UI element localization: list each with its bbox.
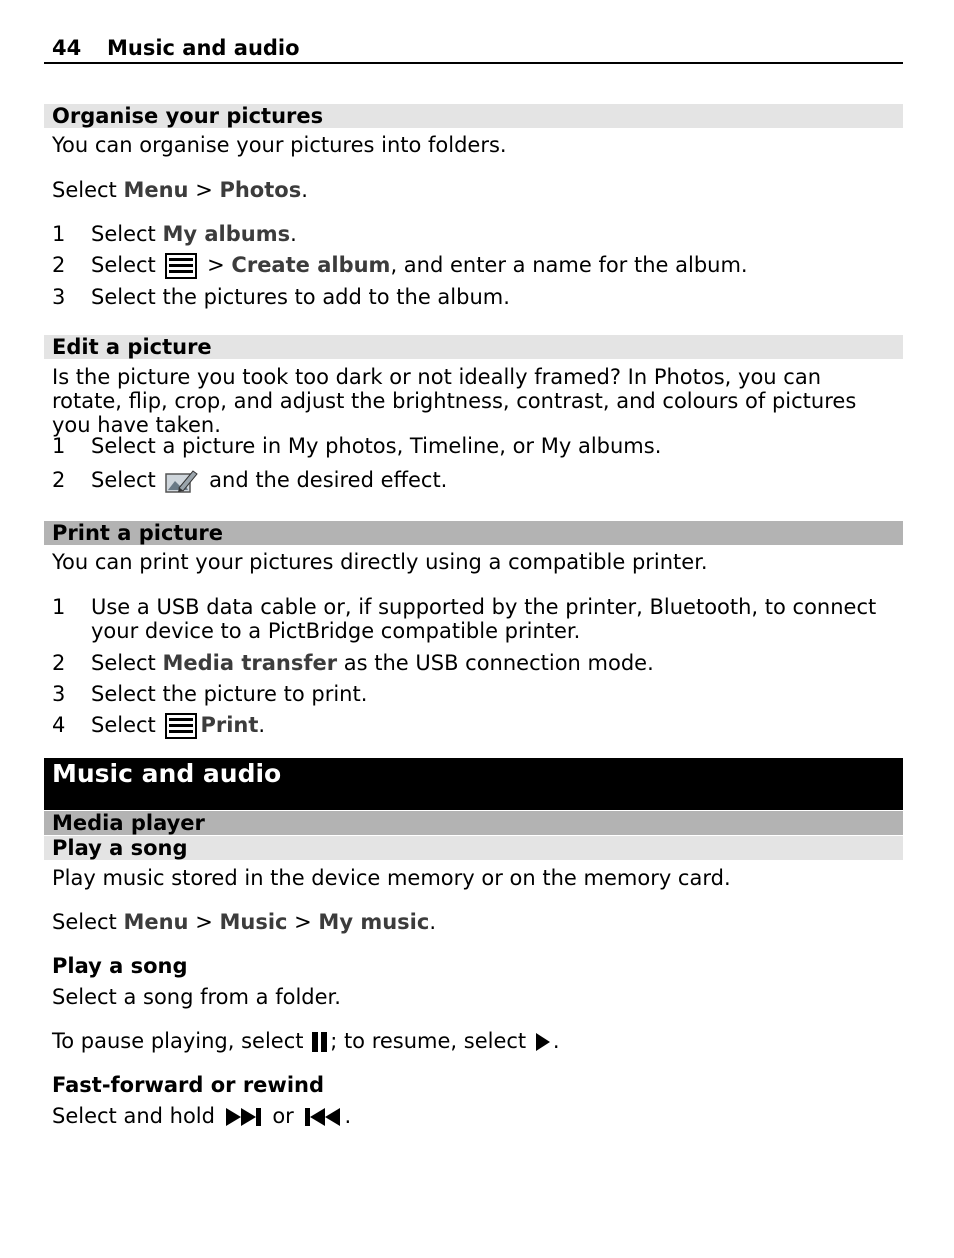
step-number: 1 [52,434,66,458]
step-number: 3 [52,682,66,706]
step-number: 3 [52,285,66,309]
print-step-3: Select the picture to print. [91,682,368,706]
fast-forward-icon [225,1107,263,1127]
print-step-4: Select Print. [91,713,266,737]
play-song-title: Play a song [52,954,188,978]
organise-step-2: Select > Create album, and enter a name for the album. [91,253,748,277]
options-menu-icon [165,253,197,279]
print-step-2: Select Media transfer as the USB connection mode. [91,651,654,675]
section-heading-media-player: Media player [44,811,903,835]
step-number: 2 [52,253,66,277]
edit-intro: Is the picture you took too dark or not ideally framed? In Photos, you can rotate, flip, crop, and adjust the brightness, contrast, and colours of pictures you have taken. [52,365,857,437]
step-number: 2 [52,651,66,675]
edit-picture-icon [165,468,199,494]
fast-forward-text: Select and hold or . [52,1104,352,1128]
media-menu-path: Select Menu > Music > My music. [52,910,436,934]
print-step-1: Use a USB data cable or, if supported by the printer, Bluetooth, to connect your device to a PictBridge compatible printer. [91,595,877,643]
organise-step-1: Select My albums. [91,222,297,246]
play-icon [534,1031,552,1053]
page-number: 44 [52,36,82,60]
organise-intro: You can organise your pictures into folders. [52,133,507,157]
options-menu-icon [165,713,197,739]
section-heading-edit: Edit a picture [44,335,903,359]
organise-step-3: Select the pictures to add to the album. [91,285,510,309]
step-number: 1 [52,222,66,246]
step-number: 4 [52,713,66,737]
photos-link: Photos [219,178,302,202]
section-heading-print: Print a picture [44,521,903,545]
media-intro: Play music stored in the device memory or on the memory card. [52,866,731,890]
pause-icon [311,1031,329,1053]
step-number: 1 [52,595,66,619]
chapter-heading: Music and audio [44,758,903,810]
print-intro: You can print your pictures directly using a compatible printer. [52,550,708,574]
running-header [44,36,903,64]
edit-step-1: Select a picture in My photos, Timeline, or My albums. [91,434,662,458]
section-heading-organise: Organise your pictures [44,104,903,128]
organise-menu-path: Select Menu > Photos. [52,178,308,202]
edit-step-2: Select and the desired effect. [91,468,448,492]
play-song-text: Select a song from a folder. [52,985,341,1009]
subsection-heading-play-song: Play a song [44,836,903,860]
running-header-title: Music and audio [107,36,300,60]
fast-forward-title: Fast-forward or rewind [52,1073,325,1097]
menu-link: Menu [123,178,189,202]
pause-resume-text: To pause playing, select ; to resume, select . [52,1029,560,1053]
step-number: 2 [52,468,66,492]
rewind-icon [303,1107,341,1127]
